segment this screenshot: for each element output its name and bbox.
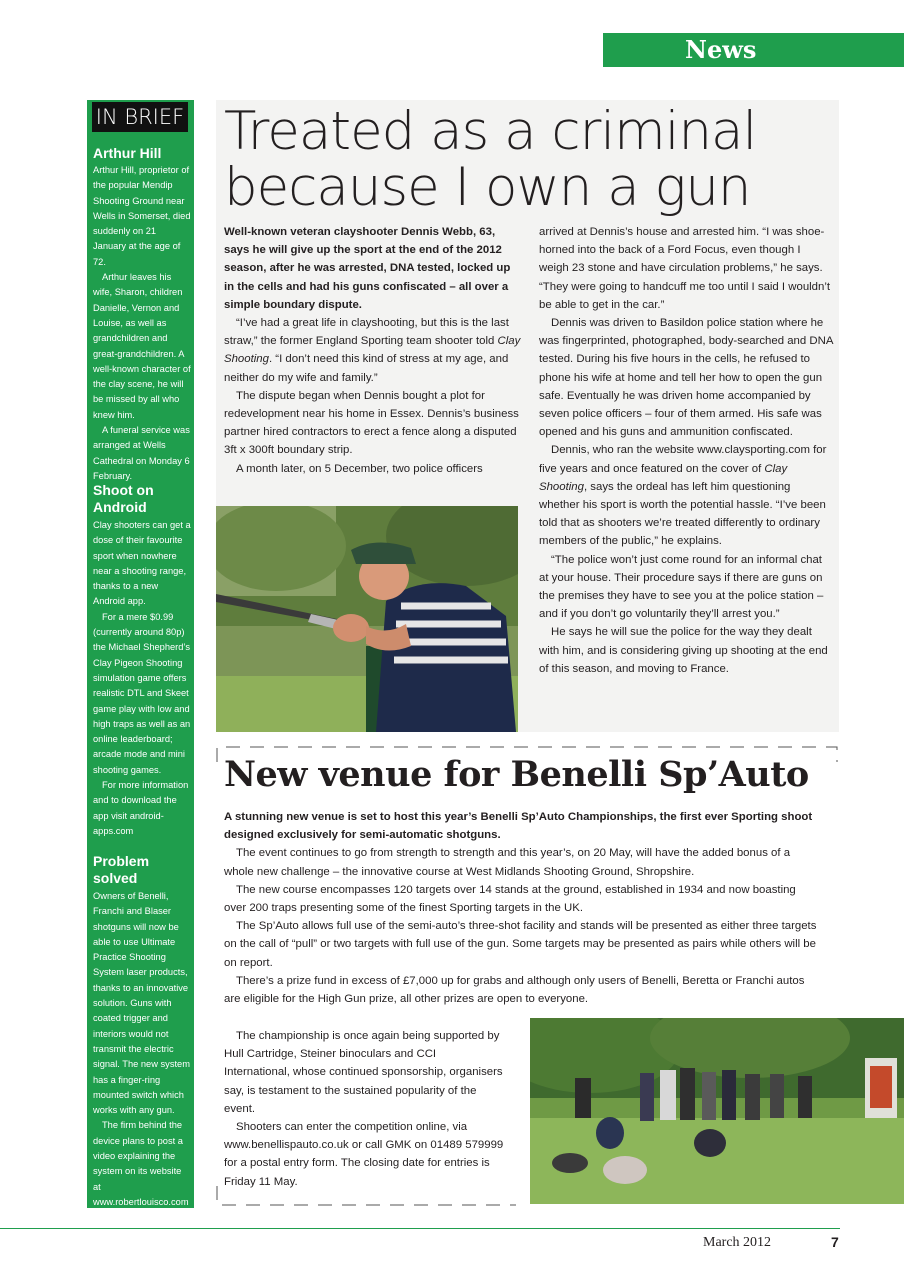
brief-paragraph: Arthur leaves his wife, Sharon, children Danielle, Vernon and Louise, as well as grandchildren and great-grandchildren. A well-known character of the clay scene, he will be missed by all who knew him. [93, 272, 191, 420]
story-paragraph: Dennis, who ran the website www.claysporting.com for five years and once featured on the cover of Clay Shooting, says the ordeal has left him questioning whether his sport is worth the potential hassle. “I’ve been told that as shooters we’re treated differently to ordinary members of the public,” he explains. [539, 444, 827, 548]
brief-title-arthur-hill: Arthur Hill [93, 145, 162, 161]
footer-rule [0, 1228, 840, 1229]
story2-narrow-text [224, 1027, 504, 1191]
story-paragraph: Dennis was driven to Basildon police station where he was fingerprinted, photographed, body-searched and DNA tested. During his five hours in the cells, he refused to phone his wife at home and tell her how to open the gun safe. Eventually he was driven home accompanied by seven police officers – four of them armed. His safe was opened and his guns and ammunition confiscated. [539, 317, 833, 439]
brief-paragraph: Clay shooters can get a dose of their favourite sport when nowhere near a shooting range, thanks to a new Android app. [93, 520, 191, 607]
shooter-photo [216, 506, 518, 732]
section-tab [603, 33, 904, 67]
brief-body-shoot-on-android [93, 518, 191, 839]
headline-line: Treated as a criminal [224, 101, 757, 162]
shooter-photo-image [216, 506, 518, 732]
brief-paragraph: A funeral service was arranged at Wells Cathedral on Monday 6 February. [93, 425, 190, 481]
shooting-ground-photo-image [530, 1018, 904, 1204]
story2-headline: New venue for Benelli Sp’Auto [224, 754, 809, 795]
story-column-1 [224, 223, 521, 478]
story-paragraph: The new course encompasses 120 targets over 14 stands at the ground, established in 1934 and now boasting over 200 traps presenting some of the finest Sporting targets in the UK. [224, 883, 796, 915]
story2-wide-text [224, 808, 820, 972]
story2-standfirst: A stunning new venue is set to host this year’s Benelli Sp’Auto Championships, the first ever Sporting shoot designed exclusively for semi-automatic shotguns. [224, 811, 813, 842]
page-number: 7 [831, 1234, 839, 1250]
story-paragraph: “I’ve had a great life in clayshooting, but this is the last straw,” the former England Sporting team shooter told Clay Shooting. “I don’t need this kind of stress at my age, and neither do my wife and family.” [224, 317, 521, 384]
story-paragraph: The event continues to go from strength to strength and this year’s, on 20 May, will have the added bonus of a whole new challenge – the innovative course at West Midlands Shooting Ground, Shropshire. [224, 847, 791, 878]
story-standfirst: Well-known veteran clayshooter Dennis Webb, 63, says he will give up the sport at the end of the 2012 season, after he was arrested, DNA tested, locked up in the cells and had his guns confiscated – all over a simple boundary dispute. [224, 226, 511, 311]
story2-prize-text [224, 972, 820, 1008]
headline-line: because I own a gun [224, 157, 751, 218]
story-headline [224, 101, 834, 218]
brief-paragraph: For a mere $0.99 (currently around 80p) the Michael Shepherd’s Clay Pigeon Shooting simulation game offers realistic DTL and Skeet game play with low and high traps as well as an online leaderboard; arcade mode and mini shooting games. [93, 611, 191, 775]
brief-title-shoot-on-android: Shoot on Android [93, 482, 154, 515]
brief-body-problem-solved [93, 889, 191, 1210]
story-paragraph: arrived at Dennis’s house and arrested him. “I was shoe-horned into the back of a Ford Focus, even though I weigh 23 stone and have circulation problems,” he says. “They were going to handcuff me too until I said I wouldn’t be able to get in the car.” [539, 226, 831, 311]
section-label: News [685, 35, 757, 64]
magazine-name: Clay Shooting [224, 335, 521, 366]
story-paragraph: A month later, on 5 December, two police officers [236, 462, 483, 475]
footer-date: March 2012 [703, 1235, 772, 1250]
brief-title-problem-solved: Problem solved [93, 853, 150, 886]
story-paragraph: The Sp’Auto allows full use of the semi-auto’s three-shot facility and stands will be presented as either three targets on the call of “pull” or two targets with full use of the gun. Some targets may be presented as pairs while others will be on report. [224, 920, 817, 969]
story-paragraph: There’s a prize fund in excess of £7,000 up for grabs and although only users of Benelli, Beretta or Franchi autos are eligible for the High Gun prize, all other prizes are open to everyone. [224, 975, 805, 1006]
brief-body-arthur-hill [93, 163, 191, 484]
story-paragraph: He says he will sue the police for the way they dealt with him, and is considering giving up shooting at the end of this season, and moving to France. [539, 626, 828, 675]
magazine-name: Clay Shooting [539, 462, 788, 493]
story-column-2 [539, 223, 833, 678]
brief-paragraph: For more information and to download the app visit android-apps.com [93, 780, 189, 836]
brief-paragraph: Owners of Benelli, Franchi and Blaser shotguns will now be able to use Ultimate Practice Shooting System laser products, thanks to an innovative solution. Guns with coated trigger and interiors would not transmit the electric signal. The new system has a finger-ring mounted switch which works with any gun. [93, 891, 190, 1116]
story-paragraph: Shooters can enter the competition online, via www.benellispauto.co.uk or call GMK on 01489 579999 for a postal entry form. The closing date for entries is Friday 11 May. [224, 1121, 504, 1188]
shooting-ground-photo [530, 1018, 904, 1204]
story-paragraph: The championship is once again being supported by Hull Cartridge, Steiner binoculars and CCI International, whose continued sponsorship, organisers say, is testament to the sustained popularity of the event. [224, 1030, 503, 1115]
in-brief-heading: IN BRIEF [92, 102, 188, 132]
story-paragraph: The dispute began when Dennis bought a plot for redevelopment near his home in Essex. Dennis’s business partner hired contractors to erect a fence along a disputed 3ft x 300ft boundary strip. [224, 389, 519, 457]
brief-paragraph: Arthur Hill, proprietor of the popular Mendip Shooting Ground near Wells in Somerset, died suddenly on 21 January at the age of 72. [93, 165, 191, 267]
story-paragraph: “The police won’t just come round for an informal chat at your house. Their procedure says if there are guns on the premises they have to see you at the police station – and if you don’t go voluntarily they’ll arrest you.” [539, 553, 824, 621]
brief-paragraph: The firm behind the device plans to post a video explaining the system on its website at www.robertlouisco.com [93, 1120, 189, 1207]
